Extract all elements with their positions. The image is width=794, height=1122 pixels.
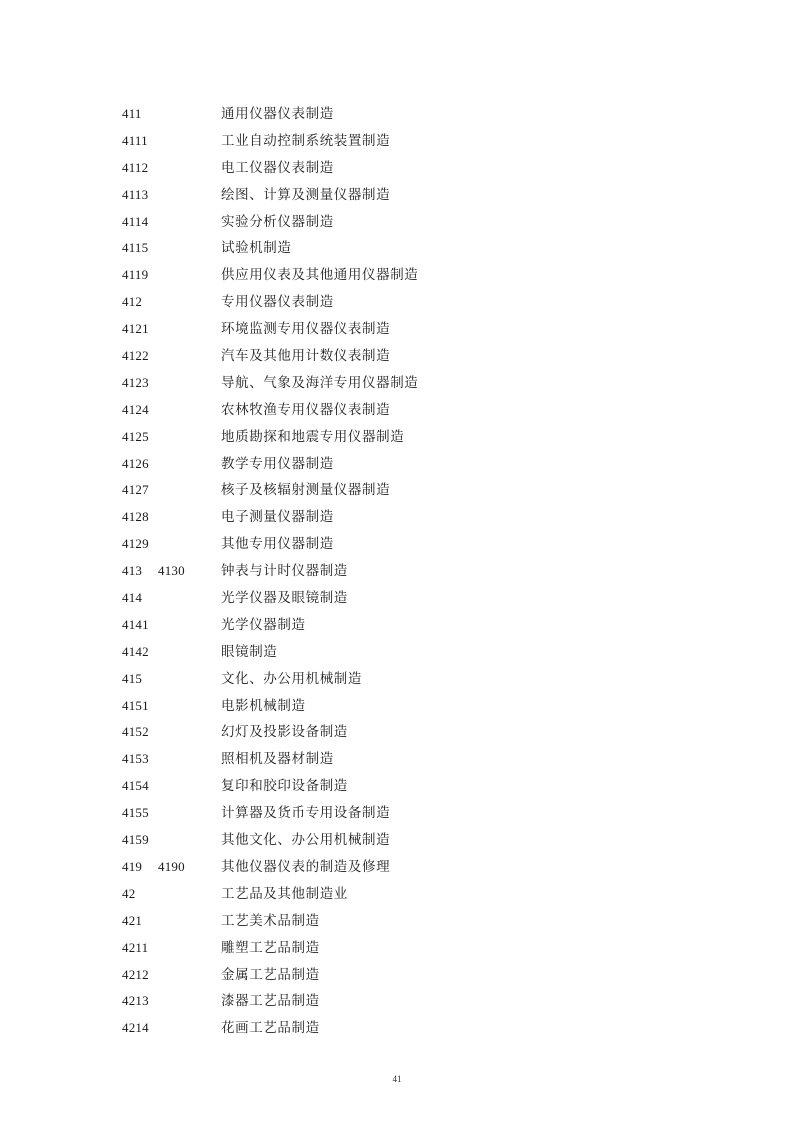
category-code: 411 <box>122 106 142 121</box>
category-name: 光学仪器及眼镜制造 <box>221 590 348 607</box>
category-name: 专用仪器仪表制造 <box>221 294 334 311</box>
category-code: 419 <box>122 858 143 874</box>
category-name: 核子及核辐射测量仪器制造 <box>221 482 391 499</box>
list-item <box>122 155 682 182</box>
list-item <box>122 343 682 370</box>
category-code: 4115 <box>122 240 149 256</box>
list-item <box>122 504 682 531</box>
category-name: 漆器工艺品制造 <box>221 993 320 1010</box>
category-code: 4126 <box>122 455 149 471</box>
list-item <box>122 128 682 155</box>
category-code: 4125 <box>122 428 149 444</box>
category-code: 4112 <box>122 159 149 175</box>
list-item <box>122 908 682 935</box>
list-item <box>122 235 682 262</box>
category-name: 金属工艺品制造 <box>221 966 320 983</box>
list-item <box>122 101 682 128</box>
category-code: 4129 <box>122 536 149 552</box>
category-name: 工业自动控制系统装置制造 <box>221 132 391 149</box>
category-code: 4159 <box>122 832 149 848</box>
category-name: 其他仪器仪表的制造及修理 <box>221 858 391 875</box>
category-name: 绘图、计算及测量仪器制造 <box>221 186 391 203</box>
list-item <box>122 182 682 209</box>
list-item <box>122 746 682 773</box>
category-name: 实验分析仪器制造 <box>221 213 334 230</box>
list-item <box>122 693 682 720</box>
category-code: 4151 <box>122 697 149 713</box>
category-name: 其他专用仪器制造 <box>221 536 334 553</box>
list-item <box>122 666 682 693</box>
category-code: 414 <box>122 590 143 606</box>
list-item <box>122 935 682 962</box>
subcategory-code: 4190 <box>158 858 185 874</box>
category-name: 幻灯及投影设备制造 <box>221 724 348 741</box>
list-item <box>122 451 682 478</box>
category-code: 4123 <box>122 374 149 390</box>
category-code: 413 <box>122 563 143 579</box>
category-name: 通用仪器仪表制造 <box>221 106 334 122</box>
category-code: 4141 <box>122 616 149 632</box>
category-code: 4124 <box>122 401 149 417</box>
page-number: 41 <box>392 1074 402 1084</box>
category-code: 4154 <box>122 778 149 794</box>
category-name: 地质勘探和地震专用仪器制造 <box>221 428 405 445</box>
category-name: 复印和胶印设备制造 <box>221 778 348 795</box>
category-name: 计算器及货币专用设备制造 <box>221 805 391 822</box>
list-item <box>122 262 682 289</box>
category-name: 眼镜制造 <box>221 643 278 660</box>
category-code: 4127 <box>122 482 149 498</box>
category-code: 4212 <box>122 966 149 982</box>
category-code: 42 <box>122 885 136 901</box>
category-code: 412 <box>122 294 143 310</box>
category-code: 4142 <box>122 643 149 659</box>
list-item <box>122 962 682 989</box>
category-code: 4114 <box>122 213 149 229</box>
list-item <box>122 800 682 827</box>
category-name: 环境监测专用仪器仪表制造 <box>221 321 391 338</box>
subcategory-code: 4130 <box>158 563 185 579</box>
industry-code-list <box>122 101 682 1042</box>
list-item <box>122 612 682 639</box>
category-name: 花画工艺品制造 <box>221 1020 320 1037</box>
category-name: 汽车及其他用计数仪表制造 <box>221 348 391 365</box>
category-name: 照相机及器材制造 <box>221 751 334 768</box>
category-code: 4155 <box>122 805 149 821</box>
category-code: 4152 <box>122 724 149 740</box>
list-item <box>122 477 682 504</box>
category-name: 文化、办公用机械制造 <box>221 670 362 687</box>
category-code: 4119 <box>122 267 149 283</box>
category-code: 4121 <box>122 321 149 337</box>
list-item <box>122 316 682 343</box>
category-name: 钟表与计时仪器制造 <box>221 563 348 580</box>
category-code: 4214 <box>122 1020 149 1036</box>
category-name: 工艺品及其他制造业 <box>221 885 348 902</box>
list-item <box>122 881 682 908</box>
list-item <box>122 397 682 424</box>
category-code: 421 <box>122 912 143 928</box>
list-item <box>122 639 682 666</box>
category-name: 电工仪器仪表制造 <box>221 159 334 176</box>
category-name: 试验机制造 <box>221 240 292 257</box>
list-item <box>122 209 682 236</box>
list-item <box>122 585 682 612</box>
category-name: 工艺美术品制造 <box>221 912 320 929</box>
list-item <box>122 370 682 397</box>
list-item <box>122 988 682 1015</box>
category-name: 供应用仪表及其他通用仪器制造 <box>221 267 419 284</box>
list-item <box>122 1015 682 1042</box>
category-name: 雕塑工艺品制造 <box>221 939 320 956</box>
category-name: 教学专用仪器制造 <box>221 455 334 472</box>
category-name: 光学仪器制造 <box>221 616 306 633</box>
list-item <box>122 531 682 558</box>
list-item <box>122 719 682 746</box>
list-item <box>122 773 682 800</box>
list-item <box>122 827 682 854</box>
category-code: 4111 <box>122 132 148 148</box>
category-name: 导航、气象及海洋专用仪器制造 <box>221 374 419 391</box>
category-code: 4113 <box>122 186 149 202</box>
list-item <box>122 854 682 881</box>
category-name: 电子测量仪器制造 <box>221 509 334 526</box>
category-name: 农林牧渔专用仪器仪表制造 <box>221 401 391 418</box>
category-code: 4122 <box>122 348 149 364</box>
category-code: 4213 <box>122 993 149 1009</box>
list-item <box>122 289 682 316</box>
category-name: 电影机械制造 <box>221 697 306 714</box>
category-name: 其他文化、办公用机械制造 <box>221 832 391 849</box>
category-code: 415 <box>122 670 143 686</box>
category-code: 4128 <box>122 509 149 525</box>
list-item <box>122 558 682 585</box>
category-code: 4211 <box>122 939 149 955</box>
category-code: 4153 <box>122 751 149 767</box>
list-item <box>122 424 682 451</box>
